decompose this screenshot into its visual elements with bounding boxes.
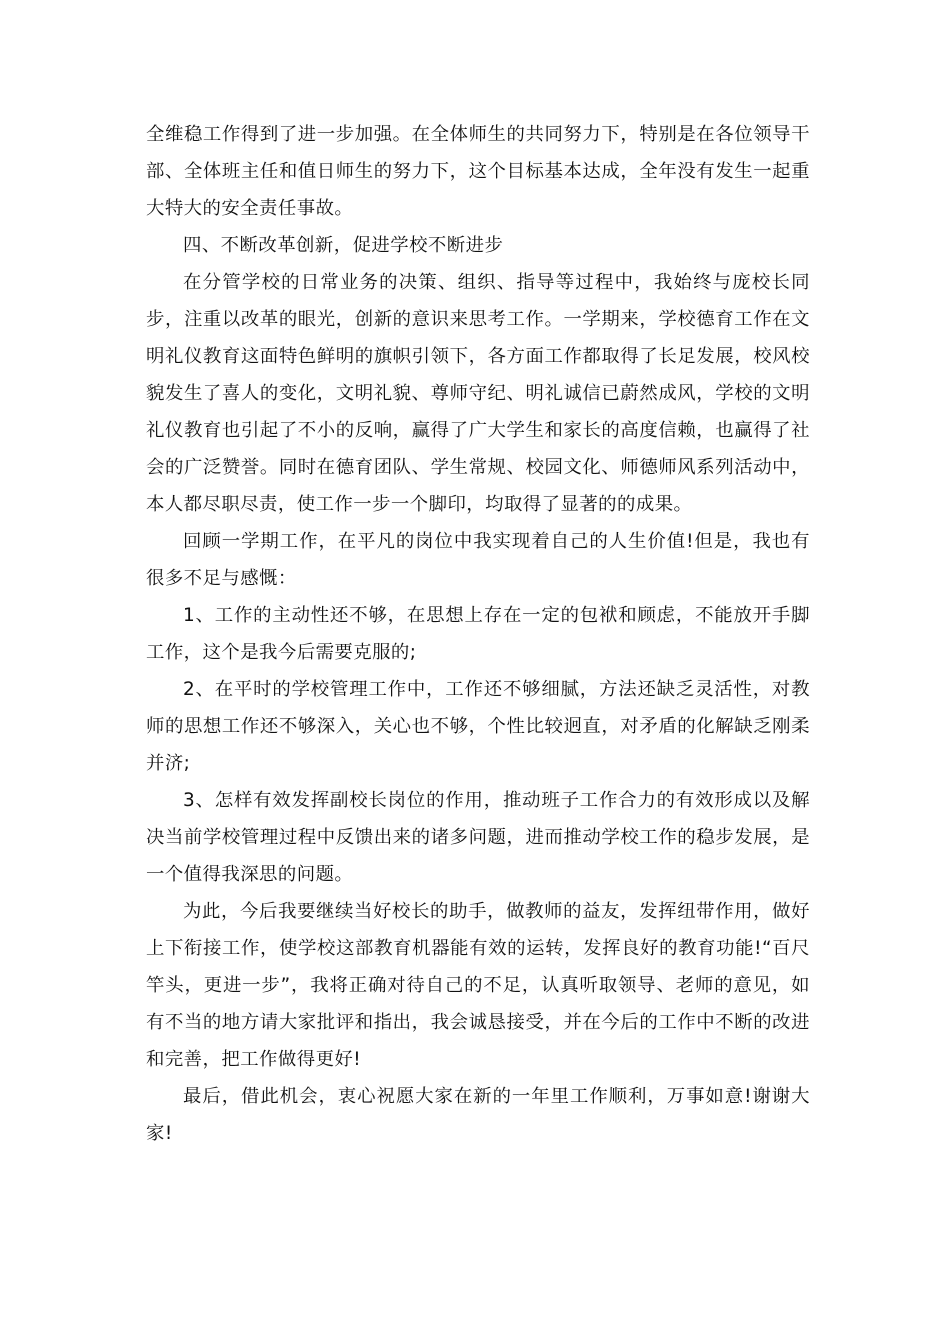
paragraph-closing-wishes: 最后，借此机会，衷心祝愿大家在新的一年里工作顺利，万事如意!谢谢大家! [146,1086,810,1144]
section-heading-reform-innovation: 四、不断改革创新，促进学校不断进步 [183,235,504,256]
list-item-shortcoming-2: 2、在平时的学校管理工作中，工作还不够细腻，方法还缺乏灵活性，对教师的思想工作还不够深入，关心也不够，个性比较迥直，对矛盾的化解缺乏刚柔并济; [146,679,810,774]
list-item-shortcoming-3: 3、怎样有效发挥副校长岗位的作用，推动班子工作合力的有效形成以及解决当前学校管理过程中反馈出来的诸多问题，进而推动学校工作的稳步发展，是一个值得我深思的问题。 [146,790,810,885]
paragraph-review-intro: 回顾一学期工作，在平凡的岗位中我实现着自己的人生价值!但是，我也有很多不足与感慨： [146,531,810,589]
document-body [146,116,810,1152]
list-item-shortcoming-1: 1、工作的主动性还不够，在思想上存在一定的包袱和顾虑，不能放开手脚工作，这个是我今后需要克服的; [146,605,810,663]
paragraph-safety-summary: 全维稳工作得到了进一步加强。在全体师生的共同努力下，特别是在各位领导干部、全体班主任和值日师生的努力下，这个目标基本达成，全年没有发生一起重大特大的安全责任事故。 [146,124,810,219]
paragraph-reform-details: 在分管学校的日常业务的决策、组织、指导等过程中，我始终与庞校长同步，注重以改革的眼光，创新的意识来思考工作。一学期来，学校德育工作在文明礼仪教育这面特色鲜明的旗帜引领下，各方面工作都取得了长足发展，校风校貌发生了喜人的变化，文明礼貌、尊师守纪、明礼诚信已蔚然成风，学校的文明礼仪教育也引起了不小的反响，赢得了广大学生和家长的高度信赖，也赢得了社会的广泛赞誉。同时在德育团队、学生常规、校园文化、师德师风系列活动中，本人都尽职尽责，使工作一步一个脚印，均取得了显著的的成果。 [146,272,810,515]
paragraph-future-plan: 为此，今后我要继续当好校长的助手，做教师的益友，发挥纽带作用，做好上下衔接工作，使学校这部教育机器能有效的运转，发挥良好的教育功能!“百尺竿头，更进一步”，我将正确对待自己的不足，认真听取领导、老师的意见，如有不当的地方请大家批评和指出，我会诚恳接受，并在今后的工作中不断的改进和完善，把工作做得更好! [146,901,810,1070]
